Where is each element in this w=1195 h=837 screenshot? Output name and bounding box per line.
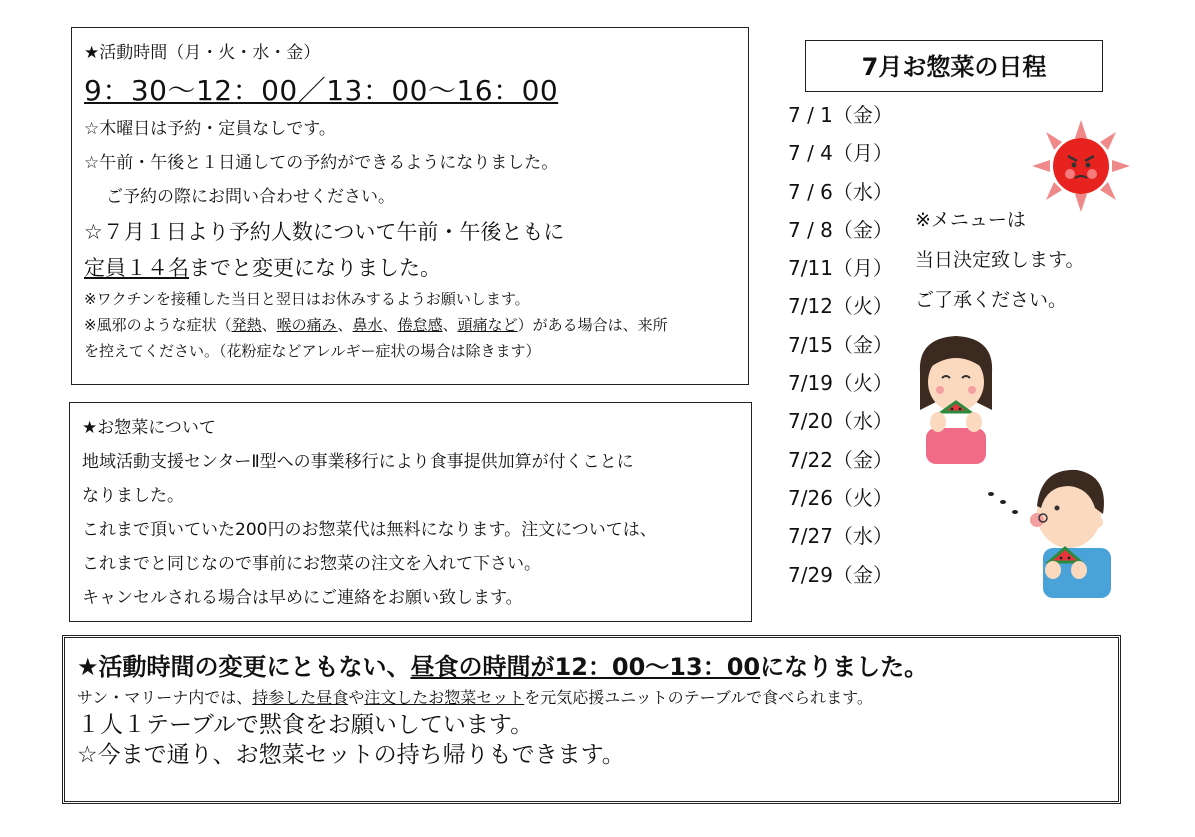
schedule-title: 7月お惣菜の日程	[805, 40, 1103, 92]
lunch-time-notice-box	[62, 635, 1121, 804]
schedule-date: 7/29（金）	[788, 562, 893, 587]
hours-time: 9：30〜12：00／13：00〜16：00	[84, 74, 559, 107]
symptom-separator: 、	[442, 316, 458, 334]
osozai-line: これまでと同じなので事前にお惣菜の注文を入れて下さい。	[82, 554, 541, 574]
girl-eating-watermelon-icon	[912, 332, 1000, 464]
schedule-date: 7/27（水）	[788, 524, 893, 549]
lunch-line-2-e: を元気応援ユニットのテーブルで食べられます。	[524, 688, 873, 707]
capacity-rest: までと変更になりました。	[189, 256, 441, 280]
hours-line: ☆木曜日は予約・定員なしです。	[84, 119, 336, 139]
hours-line: ☆午前・午後と１日通しての予約ができるようになりました。	[84, 153, 559, 173]
ordered-set-underlined: 注文したお惣菜セット	[364, 688, 525, 707]
lunch-line-2	[77, 686, 1106, 710]
lunch-line-3: １人１テーブルで黙食をお願いしています。	[77, 712, 534, 738]
symptom-item: 倦怠感	[397, 316, 443, 334]
cold-note-prefix: ※風邪のような症状（	[84, 316, 232, 334]
schedule-date: 7 / 1（金）	[788, 103, 893, 127]
schedule-date: 7/22（金）	[788, 447, 893, 472]
schedule-date: 7/20（水）	[788, 409, 893, 434]
capacity-underlined: 定員１４名	[84, 256, 189, 280]
lunch-line-1	[77, 648, 1106, 686]
schedule-date: 7 / 6（水）	[788, 179, 893, 204]
lunch-line-2-c: や	[348, 688, 365, 707]
schedule-date: 7/12（火）	[788, 294, 893, 319]
hours-title: ★活動時間（月・火・水・金）	[84, 43, 321, 63]
symptom-separator: 、	[337, 316, 353, 334]
cold-note-suffix: ）がある場合は、来所	[517, 316, 668, 334]
lunch-line-1-c: になりました。	[760, 653, 929, 681]
osozai-line: これまで頂いていた200円のお惣菜代は無料になります。注文については、	[82, 520, 657, 540]
schedule-date: 7/19（火）	[788, 371, 893, 396]
symptom-item: 頭痛など	[457, 316, 518, 334]
schedule-date: 7 / 4（月）	[788, 141, 893, 166]
capacity-line-2	[84, 250, 736, 286]
cold-symptoms	[232, 316, 518, 334]
schedule-date: 7/26（火）	[788, 485, 893, 510]
cold-note-line-2: を控えてください。（花粉症などアレルギー症状の場合は除きます）	[84, 342, 541, 360]
symptom-item: 喉の痛み	[276, 316, 338, 334]
symptom-separator: 、	[261, 316, 277, 334]
capacity-line-1: ☆７月１日より予約人数について午前・午後ともに	[84, 220, 565, 244]
symptom-item: 発熱	[231, 316, 262, 334]
osozai-line: なりました。	[82, 486, 184, 506]
symptom-separator: 、	[382, 316, 398, 334]
activity-hours-box	[71, 27, 749, 385]
osozai-title: ★お惣菜について	[82, 418, 216, 438]
schedule-date: 7 / 8（金）	[788, 217, 893, 242]
lunch-line-4: ☆今まで通り、お惣菜セットの持ち帰りもできます。	[77, 742, 625, 768]
schedule-date: 7/11（月）	[788, 256, 893, 281]
menu-note-line: ※メニューは	[915, 209, 1026, 231]
hours-line: ご予約の際にお問い合わせください。	[106, 187, 395, 207]
menu-note-line: 当日決定致します。	[915, 249, 1085, 271]
lunch-time-underlined: 昼食の時間が12：00〜13：00	[410, 653, 761, 681]
cold-note	[84, 314, 736, 336]
osozai-line: キャンセルされる場合は早めにご連絡をお願い致します。	[82, 588, 523, 608]
menu-note	[915, 200, 1125, 320]
lunch-line-1-a: ★活動時間の変更にともない、	[77, 653, 411, 681]
vaccine-note: ※ワクチンを接種した当日と翌日はお休みするようお願いします。	[84, 290, 530, 308]
brought-lunch-underlined: 持参した昼食	[252, 688, 349, 707]
boy-spitting-seeds-icon	[985, 462, 1115, 598]
osozai-line: 地域活動支援センターⅡ型への事業移行により食事提供加算が付くことに	[82, 452, 634, 472]
lunch-line-2-a: サン・マリーナ内では、	[77, 688, 253, 707]
angry-sun-icon	[1032, 120, 1130, 212]
menu-note-line: ご了承ください。	[915, 289, 1068, 311]
schedule-date: 7/15（金）	[788, 332, 893, 357]
schedule-list	[788, 96, 918, 594]
osozai-box	[69, 402, 752, 622]
symptom-item: 鼻水	[352, 316, 383, 334]
